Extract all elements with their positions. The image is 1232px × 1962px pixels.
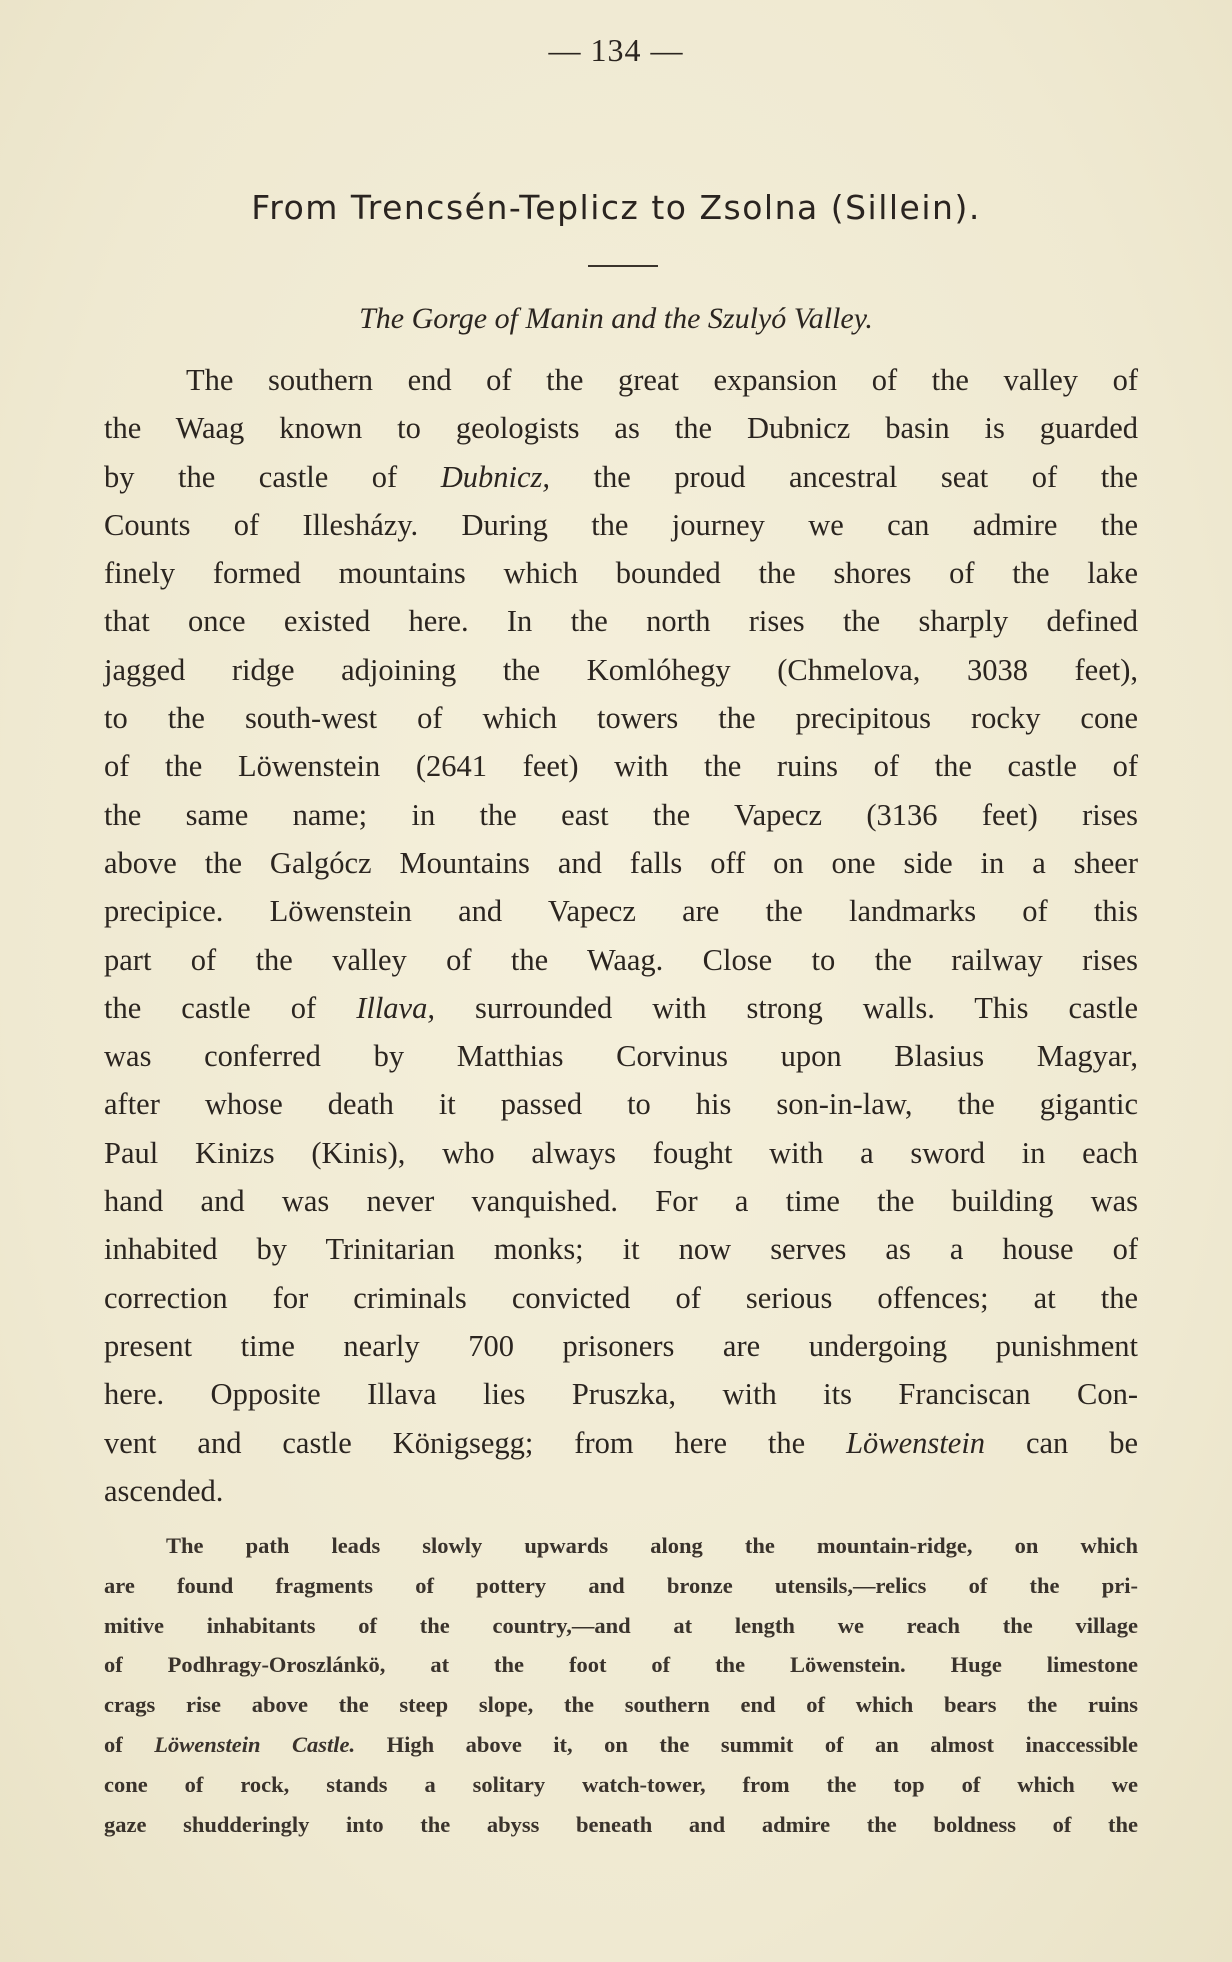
text-line: jagged ridge adjoining the Komlóhegy (Chmelova, 3038 feet), [104, 652, 1138, 687]
text-line: are found fragments of pottery and bronze utensils,—relics of the pri- [104, 1572, 1138, 1598]
text-line: precipice. Löwenstein and Vapecz are the landmarks of this [104, 894, 1138, 929]
text-segment: High above it, on the summit of an almost inaccessible [355, 1731, 1139, 1757]
text-line: Counts of Illesházy. During the journey we can admire the [104, 507, 1138, 542]
text-line: to the south-west of which towers the precipitous rocky cone [104, 701, 1138, 736]
text-segment: vent and castle Königsegg; from here the [104, 1425, 847, 1460]
text-line: The path leads slowly upwards along the mountain-ridge, on which [166, 1533, 1138, 1558]
text-line: mitive inhabitants of the country,—and at length we reach the village [104, 1612, 1138, 1638]
text-line: part of the valley of the Waag. Close to the railway rises [104, 942, 1138, 977]
main-paragraph [104, 356, 1138, 1515]
italic-text: Dubnicz, [440, 459, 550, 494]
text-line: inhabited by Trinitarian monks; it now serves as a house of [104, 1232, 1138, 1267]
page-number: — 134 — [548, 32, 684, 68]
text-segment: can be [985, 1425, 1138, 1460]
italic-text: Illava, [356, 990, 435, 1025]
text-segment: surrounded with strong walls. This castle [434, 990, 1138, 1025]
text-line: correction for criminals convicted of serious offences; at the [104, 1280, 1138, 1315]
text-line: the Waag known to geologists as the Dubnicz basin is guarded [104, 411, 1138, 446]
footnote-paragraph [104, 1526, 1138, 1844]
title-divider [588, 265, 658, 267]
text-segment: of [104, 1731, 155, 1757]
text-line [104, 453, 1138, 501]
text-line: the same name; in the east the Vapecz (3136 feet) rises [104, 797, 1138, 832]
text-line: finely formed mountains which bounded the shores of the lake [104, 556, 1138, 591]
text-line [104, 984, 1138, 1032]
text-line: crags rise above the steep slope, the southern end of which bears the ruins [104, 1692, 1138, 1718]
text-line: The southern end of the great expansion of the valley of [186, 363, 1138, 397]
text-line: cone of rock, stands a solitary watch-tower, from the top of which we [104, 1771, 1138, 1797]
text-line: ascended. [104, 1473, 224, 1508]
text-line: hand and was never vanquished. For a time the building was [104, 1184, 1138, 1219]
text-line: present time nearly 700 prisoners are undergoing punishment [104, 1328, 1138, 1363]
text-line: Paul Kinizs (Kinis), who always fought with a sword in each [104, 1135, 1138, 1170]
text-line: above the Galgócz Mountains and falls off on one side in a sheer [104, 845, 1138, 880]
italic-text: Löwenstein [846, 1425, 986, 1460]
text-line: that once existed here. In the north rises the sharply defined [104, 604, 1138, 639]
text-line: of Podhragy-Oroszlánkö, at the foot of the Löwenstein. Huge limestone [104, 1652, 1138, 1678]
text-segment: by the castle of [104, 459, 441, 494]
text-line: gaze shudderingly into the abyss beneath and admire the boldness of the [104, 1811, 1138, 1837]
text-line: after whose death it passed to his son-in-law, the gigantic [104, 1087, 1138, 1122]
text-line: of the Löwenstein (2641 feet) with the ruins of the castle of [104, 749, 1138, 784]
italic-text: Löwenstein Castle. [154, 1731, 356, 1757]
text-line: here. Opposite Illava lies Pruszka, with its Franciscan Con- [104, 1377, 1138, 1412]
text-line: was conferred by Matthias Corvinus upon Blasius Magyar, [104, 1039, 1138, 1074]
text-segment: the proud ancestral seat of the [549, 459, 1138, 494]
text-line [104, 1419, 1138, 1467]
text-segment: the castle of [104, 990, 357, 1025]
chapter-title: From Trencsén-Teplicz to Zsolna (Sillein). [251, 188, 981, 227]
text-line [104, 1725, 1138, 1765]
section-subtitle: The Gorge of Manin and the Szulyó Valley. [359, 302, 873, 335]
